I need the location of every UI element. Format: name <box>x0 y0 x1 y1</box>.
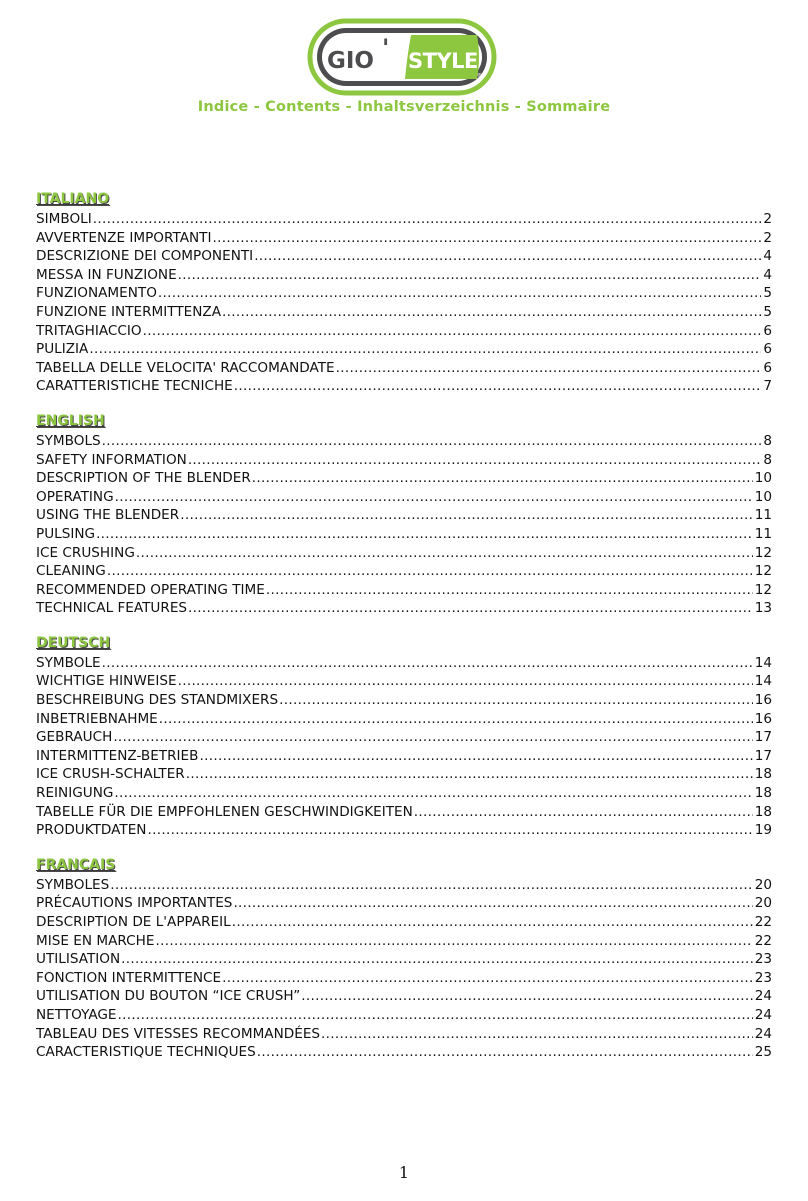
section-title: DEUTSCH <box>36 634 111 651</box>
toc-entry-label: FUNZIONAMENTO <box>36 285 157 302</box>
dot-leader <box>199 747 752 766</box>
toc-entry-label: UTILISATION DU BOUTON “ICE CRUSH” <box>36 988 301 1005</box>
toc-entry-page: 11 <box>754 507 772 524</box>
dot-leader <box>301 987 752 1006</box>
toc-entry-label: SYMBOLS <box>36 432 101 449</box>
toc-entry[interactable] <box>36 894 772 913</box>
toc-entry-label: USING THE BLENDER <box>36 507 180 524</box>
toc-entry-label: OPERATING <box>36 488 114 505</box>
toc-entry-label: SAFETY INFORMATION <box>36 451 187 468</box>
toc-entry-label: DESCRIZIONE DEI COMPONENTI <box>36 248 254 265</box>
toc-entry-label: GEBRAUCH <box>36 729 113 746</box>
toc-entry-page: 24 <box>754 1006 772 1023</box>
dot-leader <box>233 894 752 913</box>
dot-leader <box>158 284 761 303</box>
toc-entry-label: ICE CRUSH-SCHALTER <box>36 766 185 783</box>
toc-entry[interactable] <box>36 876 772 895</box>
toc-entry-label: TECHNICAL FEATURES <box>36 600 188 617</box>
dot-leader <box>252 469 753 488</box>
toc-entry[interactable] <box>36 284 772 303</box>
toc-entry-label: INBETRIEBNAHME <box>36 710 158 727</box>
toc-entry[interactable] <box>36 544 772 563</box>
toc-entry-label: CLEANING <box>36 563 106 580</box>
toc-entry-page: 14 <box>754 654 772 671</box>
dot-leader <box>136 544 753 563</box>
toc-entry-label: PULIZIA <box>36 341 89 358</box>
toc-entry[interactable] <box>36 432 772 451</box>
toc-entry-label: DESCRIPTION OF THE BLENDER <box>36 470 251 487</box>
toc-entry-page: 11 <box>754 525 772 542</box>
dot-leader <box>212 229 761 248</box>
toc-entry-label: AVVERTENZE IMPORTANTI <box>36 229 212 246</box>
toc-entry-label: FUNZIONE INTERMITTENZA <box>36 303 222 320</box>
toc-entry-label: WICHTIGE HINWEISE <box>36 673 177 690</box>
toc-entry-page: 17 <box>754 729 772 746</box>
toc-entry-page: 24 <box>754 988 772 1005</box>
toc-entry[interactable] <box>36 765 772 784</box>
dot-leader <box>234 377 762 396</box>
dot-leader <box>102 432 762 451</box>
dot-leader <box>222 969 753 988</box>
giostyle-logo <box>307 18 497 96</box>
dot-leader <box>121 950 753 969</box>
dot-leader <box>155 932 752 951</box>
toc-entry-page: 2 <box>763 211 772 227</box>
table-of-contents <box>36 190 772 1078</box>
dot-leader <box>147 821 752 840</box>
toc-entry-page: 14 <box>754 673 772 690</box>
dot-leader <box>180 506 752 525</box>
dot-leader <box>232 913 753 932</box>
toc-entry-label: TABELLA DELLE VELOCITA' RACCOMANDATE <box>36 359 335 376</box>
svg-text:®: ® <box>477 73 482 79</box>
toc-entry[interactable] <box>36 599 772 618</box>
toc-entry-page: 23 <box>754 969 772 986</box>
toc-entry-page: 18 <box>754 785 772 802</box>
toc-entry-page: 24 <box>754 1025 772 1042</box>
toc-entry-label: MESSA IN FUNZIONE <box>36 266 177 283</box>
toc-entry-page: 6 <box>763 341 772 358</box>
dot-leader <box>279 691 753 710</box>
toc-entry-page: 2 <box>763 229 772 246</box>
toc-entry-page: 4 <box>763 248 772 265</box>
toc-entry[interactable] <box>36 672 772 691</box>
toc-entry[interactable] <box>36 1043 772 1062</box>
toc-entry-label: PRODUKTDATEN <box>36 822 147 839</box>
toc-entry[interactable] <box>36 969 772 988</box>
dot-leader <box>321 1025 753 1044</box>
toc-entry-page: 5 <box>763 303 772 320</box>
toc-entry-page: 22 <box>754 932 772 949</box>
toc-entry-page: 6 <box>763 322 772 339</box>
toc-entry[interactable] <box>36 506 772 525</box>
page-number: 1 <box>398 1163 410 1182</box>
toc-entry[interactable] <box>36 377 772 396</box>
toc-entry-label: PULSING <box>36 525 96 542</box>
toc-entry-page: 12 <box>754 544 772 561</box>
toc-entry-page: 20 <box>754 876 772 893</box>
dot-leader <box>178 672 753 691</box>
toc-entry[interactable] <box>36 821 772 840</box>
dot-leader <box>257 1043 753 1062</box>
toc-entry[interactable] <box>36 581 772 600</box>
toc-entry-page: 4 <box>763 266 772 283</box>
toc-entry-page: 25 <box>754 1044 772 1061</box>
svg-text:': ' <box>382 34 390 62</box>
toc-entry[interactable] <box>36 728 772 747</box>
toc-entry[interactable] <box>36 654 772 673</box>
toc-entry-page: 10 <box>754 470 772 487</box>
toc-entry-page: 8 <box>763 432 772 449</box>
toc-entry[interactable] <box>36 932 772 951</box>
toc-entry-label: SYMBOLES <box>36 876 110 893</box>
toc-entry[interactable] <box>36 488 772 507</box>
toc-entry[interactable] <box>36 322 772 341</box>
dot-leader <box>113 728 752 747</box>
toc-entry-page: 12 <box>754 581 772 598</box>
toc-entry-label: SIMBOLI <box>36 211 92 227</box>
dot-leader <box>336 359 762 378</box>
toc-entry[interactable] <box>36 451 772 470</box>
toc-entry[interactable] <box>36 210 772 229</box>
toc-entry[interactable] <box>36 266 772 285</box>
dot-leader <box>222 303 761 322</box>
toc-entry-label: RECOMMENDED OPERATING TIME <box>36 581 265 598</box>
toc-entry[interactable] <box>36 525 772 544</box>
toc-entry[interactable] <box>36 950 772 969</box>
toc-entry[interactable] <box>36 303 772 322</box>
toc-section-english <box>36 412 772 618</box>
toc-entry[interactable] <box>36 710 772 729</box>
toc-entry-page: 16 <box>754 692 772 709</box>
dot-leader <box>186 765 753 784</box>
toc-entry-label: MISE EN MARCHE <box>36 932 155 949</box>
toc-entry-label: TABLEAU DES VITESSES RECOMMANDÉES <box>36 1025 321 1042</box>
toc-heading: Indice - Contents - Inhaltsverzeichnis - Sommaire <box>197 99 611 115</box>
dot-leader <box>266 581 753 600</box>
toc-entry[interactable] <box>36 747 772 766</box>
dot-leader <box>188 599 753 618</box>
toc-entry-page: 7 <box>763 378 772 395</box>
toc-entry-page: 6 <box>763 359 772 376</box>
toc-entry-page: 10 <box>754 488 772 505</box>
toc-entry-label: FONCTION INTERMITTENCE <box>36 969 222 986</box>
toc-entry[interactable] <box>36 247 772 266</box>
toc-entry-label: UTILISATION <box>36 951 121 968</box>
toc-entry-page: 12 <box>754 563 772 580</box>
toc-entry[interactable] <box>36 562 772 581</box>
toc-entry-page: 18 <box>754 766 772 783</box>
toc-entry[interactable] <box>36 691 772 710</box>
toc-entry-label: REINIGUNG <box>36 785 114 802</box>
toc-section-deutsch <box>36 634 772 840</box>
toc-entry-label: BESCHREIBUNG DES STANDMIXERS <box>36 692 279 709</box>
section-title: ENGLISH <box>36 412 105 429</box>
dot-leader <box>159 710 753 729</box>
dot-leader <box>110 876 752 895</box>
toc-entry[interactable] <box>36 1006 772 1025</box>
toc-entry-label: SYMBOLE <box>36 654 101 671</box>
toc-entry[interactable] <box>36 913 772 932</box>
toc-entry-label: TRITAGHIACCIO <box>36 322 142 339</box>
dot-leader <box>188 451 762 470</box>
toc-entry[interactable] <box>36 359 772 378</box>
svg-text:STYLE: STYLE <box>408 49 478 73</box>
svg-text:GIO: GIO <box>327 48 374 74</box>
toc-entry-page: 5 <box>763 285 772 302</box>
dot-leader <box>102 654 753 673</box>
toc-entry-page: 16 <box>754 710 772 727</box>
toc-section-francais <box>36 856 772 1062</box>
toc-section-italiano <box>36 190 772 396</box>
toc-entry-label: TABELLE FÜR DIE EMPFOHLENEN GESCHWINDIGKEITEN <box>36 803 413 820</box>
dot-leader <box>143 322 762 341</box>
dot-leader <box>414 803 753 822</box>
toc-entry-page: 18 <box>754 803 772 820</box>
toc-entry[interactable] <box>36 987 772 1006</box>
dot-leader <box>96 525 753 544</box>
dot-leader <box>254 247 761 266</box>
toc-entry[interactable] <box>36 784 772 803</box>
dot-leader <box>114 784 752 803</box>
toc-entry-label: DESCRIPTION DE L'APPAREIL <box>36 914 231 930</box>
dot-leader <box>115 488 753 507</box>
toc-entry-page: 22 <box>754 914 772 930</box>
dot-leader <box>178 266 762 285</box>
section-title: ITALIANO <box>36 191 110 207</box>
toc-entry[interactable] <box>36 340 772 359</box>
dot-leader <box>89 340 761 359</box>
toc-entry-label: CARACTERISTIQUE TECHNIQUES <box>36 1044 256 1061</box>
toc-entry-page: 17 <box>754 747 772 764</box>
toc-entry-page: 19 <box>754 822 772 839</box>
toc-entry-label: PRÉCAUTIONS IMPORTANTES <box>36 895 233 912</box>
toc-entry-page: 20 <box>754 895 772 912</box>
section-title: FRANCAIS <box>36 856 116 873</box>
toc-entry[interactable] <box>36 229 772 248</box>
toc-entry-label: INTERMITTENZ-BETRIEB <box>36 747 199 764</box>
dot-leader <box>118 1006 753 1025</box>
toc-entry-page: 13 <box>754 600 772 617</box>
toc-entry-label: NETTOYAGE <box>36 1006 117 1023</box>
toc-entry-label: ICE CRUSHING <box>36 544 135 561</box>
toc-entry-page: 23 <box>754 951 772 968</box>
toc-entry[interactable] <box>36 803 772 822</box>
dot-leader <box>93 210 762 229</box>
toc-entry[interactable] <box>36 469 772 488</box>
toc-entry-page: 8 <box>763 451 772 468</box>
dot-leader <box>107 562 753 581</box>
toc-entry-label: CARATTERISTICHE TECNICHE <box>36 378 233 395</box>
toc-entry[interactable] <box>36 1025 772 1044</box>
